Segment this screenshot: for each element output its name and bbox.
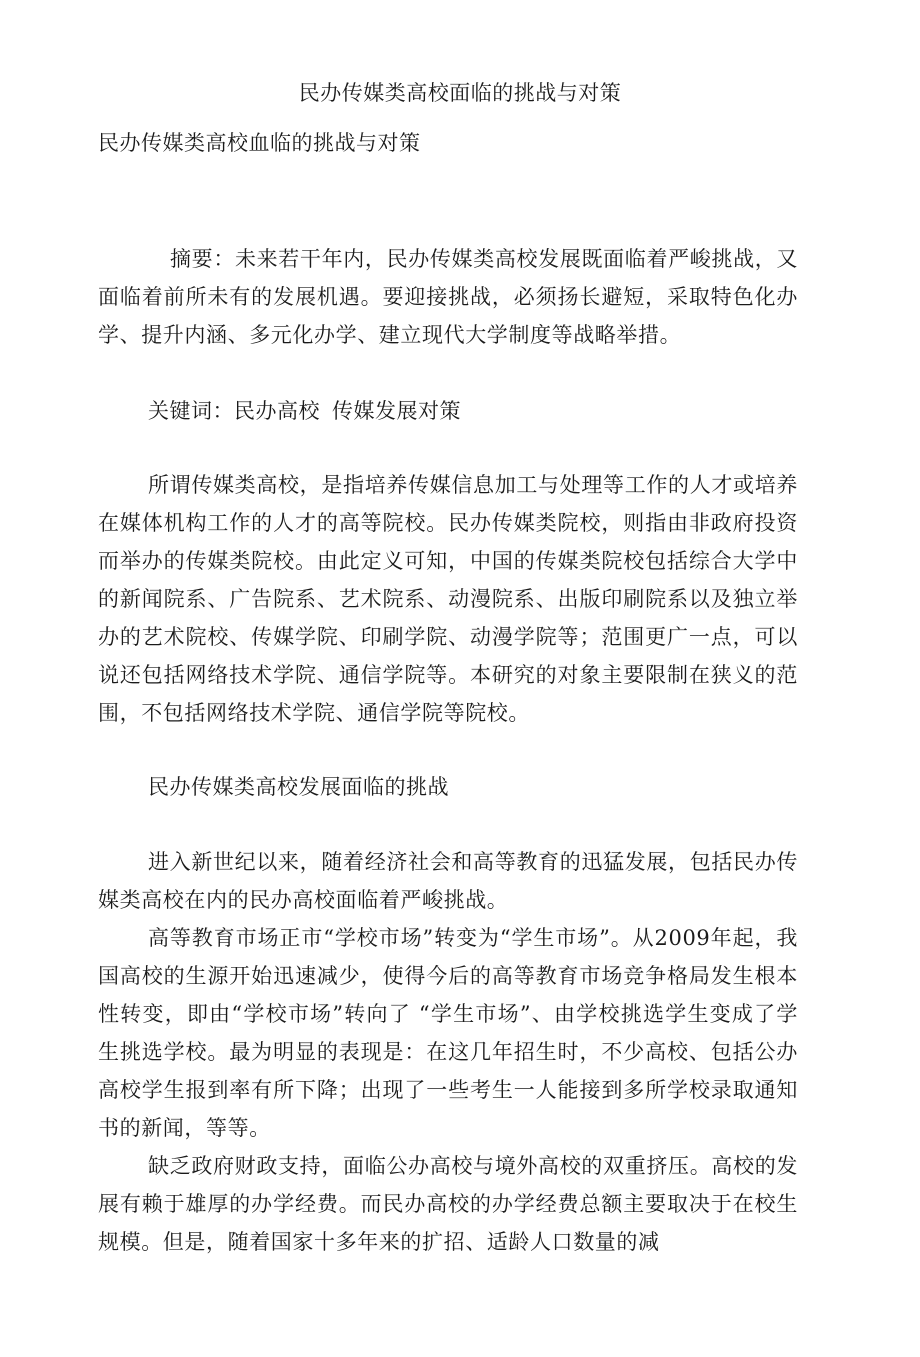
- keywords-rest: 传媒发展对策: [332, 399, 461, 423]
- abstract-paragraph: 摘要：未来若干年内，民办传媒类高校发展既面临着严峻挑战，又面临着前所未有的发展机遇。要迎接挑战，必须扬长避短，采取特色化办学、提升内涵、多元化办学、建立现代大学制度等战略举措。: [98, 247, 798, 347]
- keywords-line: [148, 396, 461, 426]
- paragraph-funding: 缺乏政府财政支持，面临公办高校与境外高校的双重挤压。高校的发展有赖于雄厚的办学经费。而民办高校的办学经费总额主要取决于在校生规模。但是，随着国家十多年来的扩招、适龄人口数量的减: [98, 1154, 798, 1254]
- document-title: 民办传媒类高校面临的挑战与对策: [298, 81, 622, 105]
- keywords-label: 关键词：民办高校: [148, 399, 320, 423]
- section-heading: 民办传媒类高校发展面临的挑战: [148, 775, 449, 799]
- document-subtitle: 民办传媒类高校血临的挑战与对策: [98, 131, 421, 155]
- intro-paragraph: 所谓传媒类高校，是指培养传媒信息加工与处理等工作的人才或培养在媒体机构工作的人才的高等院校。民办传媒类院校，则指由非政府投资而举办的传媒类院校。由此定义可知，中国的传媒类院校包括综合大学中的新闻院系、广告院系、艺术院系、动漫院系、出版印刷院系以及独立举办的艺术院校、传媒学院、印刷学院、动漫学院等；范围更广一点，可以说还包括网络技术学院、通信学院等。本研究的对象主要限制在狭义的范围，不包括网络技术学院、通信学院等院校。: [98, 473, 798, 725]
- paragraph-market: 高等教育市场正市“学校市场”转变为“学生市场”。从2009年起，我国高校的生源开始迅速减少，使得今后的高等教育市场竞争格局发生根本性转变，即由“学校市场”转向了 “学生市场”、由学校挑选学生变成了学生挑选学校。最为明显的表现是：在这几年招生时，不少高校、包括公办高校学生报到率有所下降；出现了一些考生一人能接到多所学校录取通知书的新闻，等等。: [98, 926, 798, 1140]
- paragraph-new-century: 进入新世纪以来，随着经济社会和高等教育的迅猛发展，包括民办传媒类高校在内的民办高校面临着严峻挑战。: [98, 850, 798, 912]
